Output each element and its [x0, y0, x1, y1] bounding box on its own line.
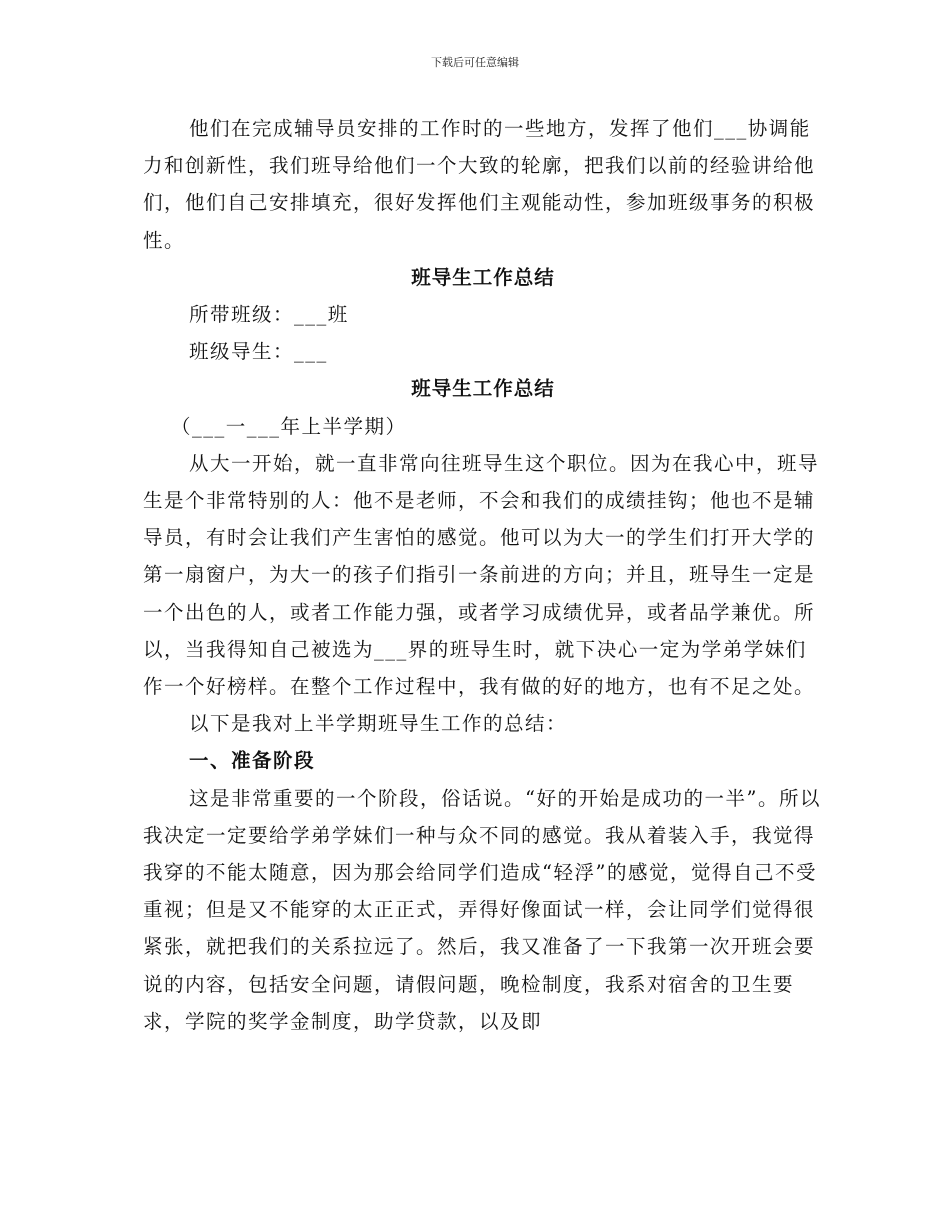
paragraph-1: 他们在完成辅导员安排的工作时的一些地方，发挥了他们___协调能力和创新性，我们班导给他们一个大致的轮廓，把我们以前的经验讲给他们，他们自己安排填充，很好发挥他们主观能动性，参加班级事务的积极性。: [143, 117, 816, 252]
paragraph-4: 这是非常重要的一个阶段，俗话说。“好的开始是成功的一半”。所以我决定一定要给学弟学妹们一种与众不同的感觉。我从着装入手，我觉得我穿的不能太随意，因为那会给同学们造成“轻浮”的感觉，觉得自己不受重视；但是又不能穿的太正正式，弄得好像面试一样，会让同学们觉得很紧张，就把我们的关系拉远了。然后，我又准备了一下我第一次开班会要说的内容，包括安全问题，请假问题，晚检制度，我系对宿舍的卫生要求，学院的奖学金制度，助学贷款，以及即: [143, 786, 821, 1033]
paragraph-3: 以下是我对上半学期班导生工作的总结：: [189, 712, 568, 736]
paragraph-2: 从大一开始，就一直非常向往班导生这个职位。因为在我心中，班导生是个非常特别的人：他不是老师，不会和我们的成绩挂钩；他也不是辅导员，有时会让我们产生害怕的感觉。他可以为大一的学生们打开大学的第一扇窗户，为大一的孩子们指引一条前进的方向；并且，班导生一定是一个出色的人，或者工作能力强，或者学习成绩优异，或者品学兼优。所以，当我得知自己被选为___界的班导生时，就下决心一定为学弟学妹们作一个好榜样。在整个工作过程中，我有做的好的地方，也有不足之处。: [143, 451, 820, 699]
section-title-2: 班导生工作总结: [411, 377, 555, 401]
class-field: 所带班级：___班: [189, 303, 349, 327]
period-line: （___一___年上半学期）: [171, 414, 407, 438]
section-heading-preparation: 一、准备阶段: [189, 749, 316, 773]
leader-field: 班级导生：___: [189, 340, 328, 364]
document-body: [143, 110, 823, 1040]
section-title-1: 班导生工作总结: [411, 265, 555, 289]
page-header: 下载后可任意编辑: [431, 56, 519, 69]
